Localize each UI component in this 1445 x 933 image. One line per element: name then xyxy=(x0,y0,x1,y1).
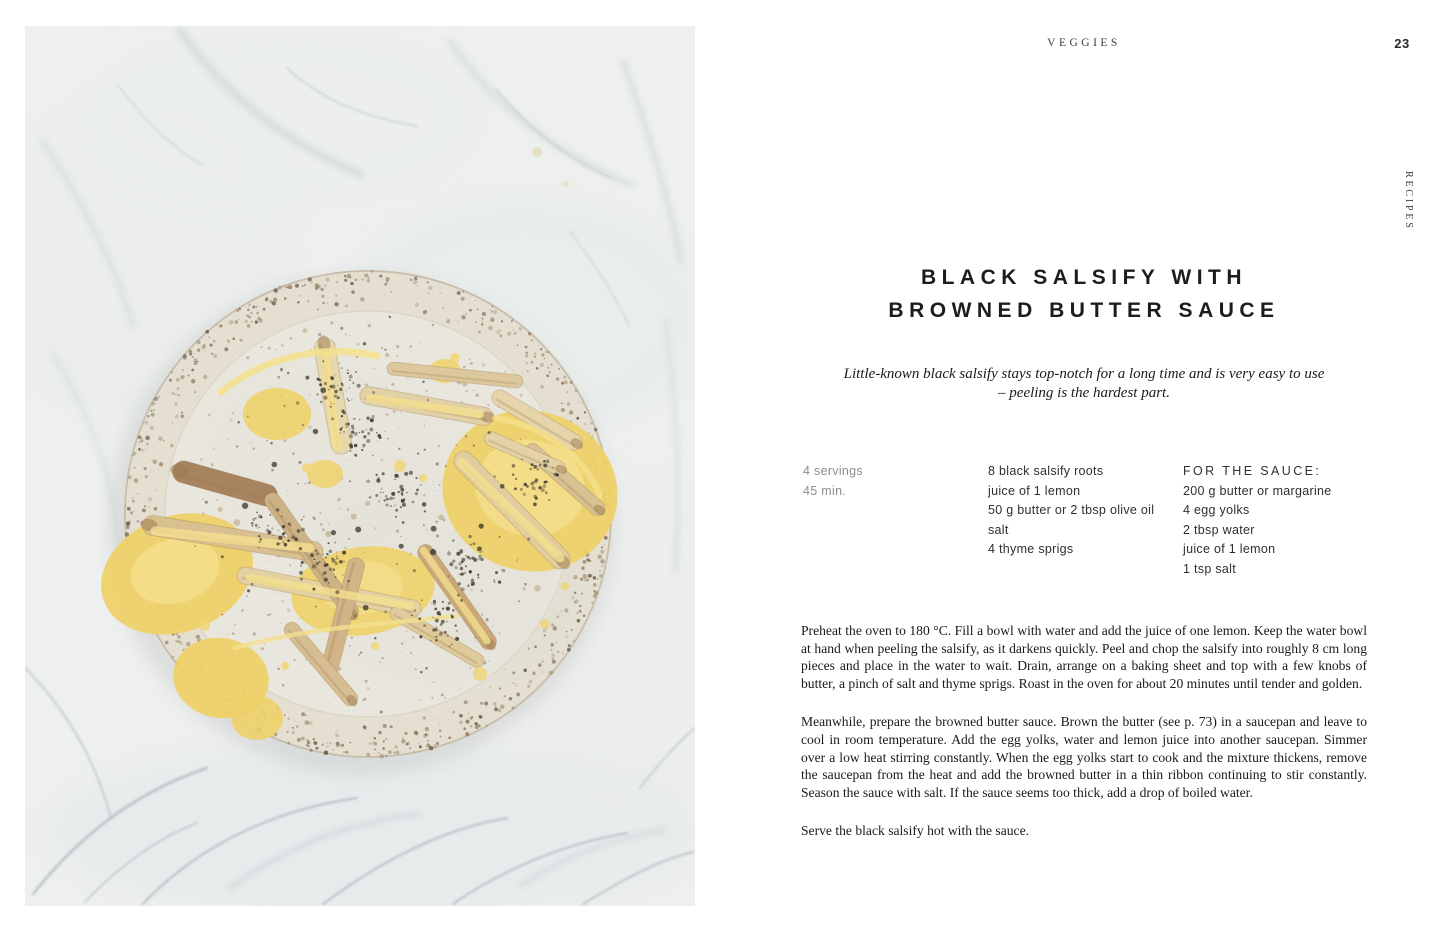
ingredient-line: juice of 1 lemon xyxy=(988,483,1081,498)
ingredient-line: 1 tsp salt xyxy=(1183,561,1237,576)
ingredient-line: 200 g butter or margarine xyxy=(1183,483,1332,498)
section-header: VEGGIES xyxy=(1047,37,1121,49)
recipe-title-line2: BROWNED BUTTER SAUCE xyxy=(888,299,1280,323)
page-number: 23 xyxy=(1394,36,1410,51)
ingredient-line: salt xyxy=(988,522,1009,537)
ingredient-line: 50 g butter or 2 tbsp olive oil xyxy=(988,503,1155,518)
side-label-recipes: RECIPES xyxy=(1403,171,1414,231)
recipe-intro-line2: – peeling is the hardest part. xyxy=(998,385,1170,401)
recipe-meta xyxy=(803,462,863,501)
ingredient-line: juice of 1 lemon xyxy=(1183,542,1276,557)
ingredient-line: 8 black salsify roots xyxy=(988,464,1104,478)
recipe-photo xyxy=(25,26,695,906)
recipe-intro-line1: Little-known black salsify stays top-notch for a long time and is very easy to use xyxy=(843,366,1325,382)
recipe-title-line1: BLACK SALSIFY WITH xyxy=(920,266,1248,290)
instruction-paragraph: Meanwhile, prepare the browned butter sauce. Brown the butter (see p. 73) in a saucepan and leave to cool in room temperature. Add the egg yolks, water and lemon juice into another saucepan. Simmer over a low heat stirring constantly. When the egg yolks start to cook and the mixture thickens, remove the saucepan from the heat and add the browned butter in a thin ribbon continuing to stir constantly. Season the sauce with salt. If the sauce seems too thick, add a drop of boiled water. xyxy=(801,714,1367,800)
salsify-dish-illustration xyxy=(25,26,695,906)
ingredients-main xyxy=(988,462,1154,560)
time-label: 45 min. xyxy=(803,483,847,498)
instructions xyxy=(801,622,1367,840)
servings-label: 4 servings xyxy=(803,464,863,478)
ingredient-line: 4 egg yolks xyxy=(1183,503,1250,518)
ingredient-line: 4 thyme sprigs xyxy=(988,542,1074,557)
sauce-heading: FOR THE SAUCE: xyxy=(1183,464,1322,478)
ingredients-sauce xyxy=(1183,462,1332,580)
ingredient-line: 2 tbsp water xyxy=(1183,522,1255,537)
recipe-title xyxy=(801,261,1367,327)
instruction-paragraph: Serve the black salsify hot with the sauce. xyxy=(801,823,1030,839)
instruction-paragraph: Preheat the oven to 180 °C. Fill a bowl with water and add the juice of one lemon. Keep the water bowl at hand when peeling the salsify, as it darkens quickly. Peel and chop the salsify into roughly 8 cm long pieces and place in the water to wait. Drain, arrange on a baking sheet and top with a few knobs of butter, a pinch of salt and thyme sprigs. Roast in the oven for about 20 minutes until tender and golden. xyxy=(801,623,1367,691)
recipe-intro xyxy=(801,365,1367,403)
